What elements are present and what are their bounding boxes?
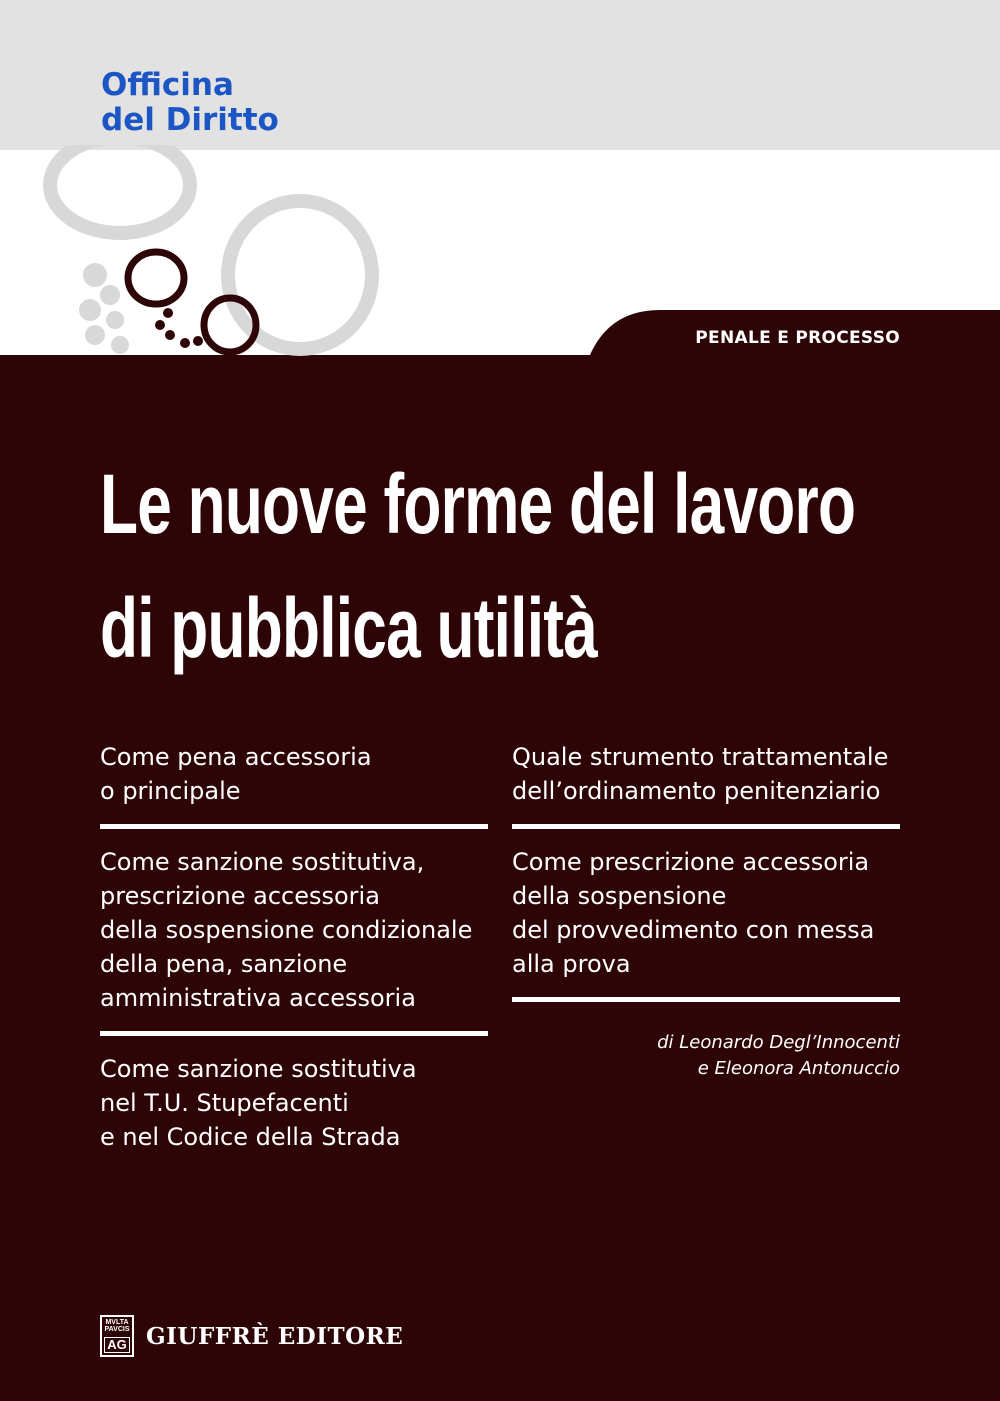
topic-item: Quale strumento trattamentale dell’ordinamento penitenziario [512, 740, 900, 829]
author-line-1: di Leonardo Degl’Innocenti [657, 1032, 900, 1053]
series-line-1: Officina [101, 67, 234, 103]
book-title [100, 442, 856, 690]
topic-item: Come sanzione sostitutiva nel T.U. Stupefacenti e nel Codice della Strada [100, 1055, 417, 1151]
series-name [101, 68, 279, 138]
title-line-2: di pubblica utilità [100, 581, 598, 675]
collection-label: PENALE E PROCESSO [695, 328, 900, 348]
topic-item: Come sanzione sostitutiva, prescrizione accessoria della sospensione condizionale della pena, sanzione amministrativa accessoria [100, 845, 488, 1036]
topics-left-column [100, 740, 488, 1186]
topic-item: Come prescrizione accessoria della sospensione del provvedimento con messa alla prova [512, 845, 900, 1002]
topic-item: Come pena accessoria o principale [100, 740, 488, 829]
handcuffs-icon [20, 145, 380, 360]
series-line-2: del Diritto [101, 102, 279, 138]
title-line-1: Le nuove forme del lavoro [100, 457, 856, 551]
topics-right-column [512, 740, 900, 1018]
publisher-logo-mark: AG [104, 1337, 130, 1353]
author-line-2: e Eleonora Antonuccio [697, 1058, 900, 1079]
publisher [100, 1313, 403, 1359]
authors [657, 1030, 900, 1082]
publisher-logo-motto: MVLTA PAVCIS [104, 1319, 130, 1333]
publisher-name: GIUFFRÈ EDITORE [146, 1322, 404, 1350]
publisher-logo-icon [100, 1315, 134, 1357]
